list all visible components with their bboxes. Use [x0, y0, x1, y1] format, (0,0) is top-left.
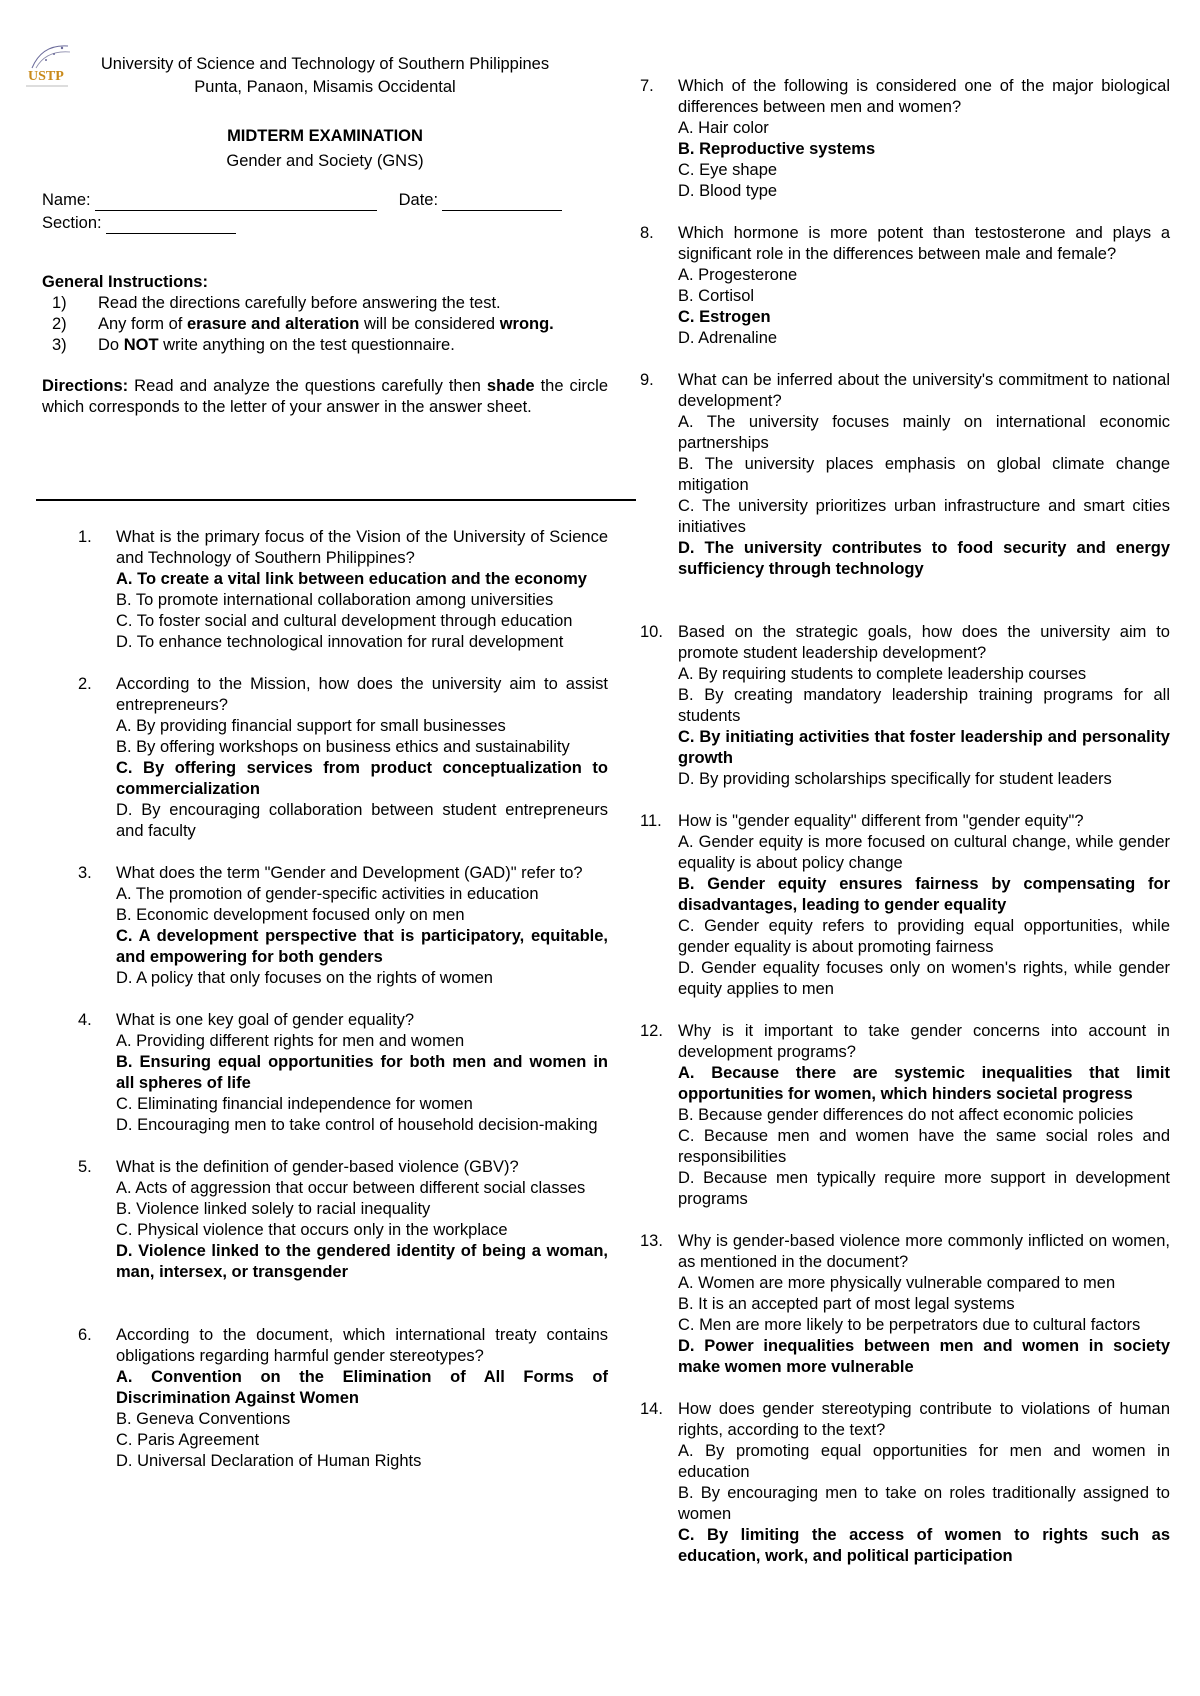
- answer-option-correct: D. The university contributes to food security and energy sufficiency through technology: [678, 539, 1170, 578]
- question-body: [678, 811, 1170, 1000]
- directions-emphasis: shade: [486, 377, 535, 395]
- answer-option-correct: C. By limiting the access of women to rights such as education, work, and political participation: [678, 1526, 1170, 1565]
- question-body: [678, 1399, 1170, 1567]
- question-number: 7.: [640, 77, 654, 95]
- question-item: [640, 1399, 1170, 1567]
- answer-option-correct: B. Reproductive systems: [678, 140, 876, 158]
- questions-right-column: [640, 76, 1170, 1588]
- answer-option: D. By encouraging collaboration between student entrepreneurs and faculty: [116, 801, 608, 840]
- answer-option: D. Universal Declaration of Human Rights: [116, 1452, 422, 1470]
- answer-option: C. Men are more likely to be perpetrators due to cultural factors: [678, 1316, 1141, 1334]
- question-item: [78, 1325, 608, 1472]
- answer-option: B. By creating mandatory leadership training programs for all students: [678, 686, 1170, 725]
- answer-option: B. Cortisol: [678, 287, 755, 305]
- section-blank[interactable]: [106, 218, 236, 234]
- question-body: [116, 1010, 608, 1136]
- question-number: 1.: [78, 528, 92, 546]
- section-row: [42, 211, 608, 234]
- question-item: [640, 1231, 1170, 1378]
- question-text: Why is gender-based violence more commonly inflicted on women, as mentioned in the document?: [678, 1232, 1170, 1271]
- answer-option: D. A policy that only focuses on the rights of women: [116, 969, 493, 987]
- directions-label: Directions:: [42, 377, 129, 395]
- question-item: [640, 76, 1170, 202]
- answer-option: D. Encouraging men to take control of household decision-making: [116, 1116, 598, 1134]
- answer-option: D. To enhance technological innovation for rural development: [116, 633, 564, 651]
- answer-option: A. By requiring students to complete leadership courses: [678, 665, 1087, 683]
- university-name: University of Science and Technology of Southern Philippines: [100, 55, 550, 73]
- answer-option: A. Progesterone: [678, 266, 798, 284]
- question-text: According to the Mission, how does the university aim to assist entrepreneurs?: [116, 675, 608, 714]
- answer-option: D. Adrenaline: [678, 329, 778, 347]
- left-column: [28, 40, 608, 418]
- question-body: [678, 223, 1170, 349]
- question-body: [678, 622, 1170, 790]
- instruction-number: 3): [52, 336, 67, 354]
- question-text: What is the primary focus of the Vision of the University of Science and Technology of Southern Philippines?: [116, 528, 608, 567]
- question-text: What is one key goal of gender equality?: [116, 1011, 415, 1029]
- question-text: Which of the following is considered one of the major biological differences between men and women?: [678, 77, 1170, 116]
- name-date-row: [42, 188, 608, 211]
- question-text: What does the term "Gender and Development (GAD)" refer to?: [116, 864, 583, 882]
- instruction-item: [42, 293, 608, 314]
- question-number: 13.: [640, 1232, 663, 1250]
- answer-option: B. Violence linked solely to racial inequality: [116, 1200, 431, 1218]
- section-divider: [36, 499, 636, 501]
- question-number: 6.: [78, 1326, 92, 1344]
- instructions-list: [42, 293, 608, 356]
- answer-option: B. It is an accepted part of most legal systems: [678, 1295, 1015, 1313]
- answer-option: D. Blood type: [678, 182, 778, 200]
- header: [28, 40, 608, 106]
- answer-option: C. The university prioritizes urban infrastructure and smart cities initiatives: [678, 497, 1170, 536]
- instruction-number: 1): [52, 294, 67, 312]
- question-number: 8.: [640, 224, 654, 242]
- question-body: [116, 1325, 608, 1472]
- answer-option: D. By providing scholarships specifically for student leaders: [678, 770, 1112, 788]
- question-text: Which hormone is more potent than testosterone and plays a significant role in the differences between male and female?: [678, 224, 1170, 263]
- question-item: [78, 863, 608, 989]
- question-number: 5.: [78, 1158, 92, 1176]
- answer-option: C. Because men and women have the same social roles and responsibilities: [678, 1127, 1170, 1166]
- answer-option: A. The university focuses mainly on international economic partnerships: [678, 413, 1170, 452]
- question-item: [640, 370, 1170, 580]
- answer-option: B. Economic development focused only on men: [116, 906, 465, 924]
- answer-option-correct: D. Power inequalities between men and women in society make women more vulnerable: [678, 1337, 1170, 1376]
- answer-option-correct: C. By offering services from product conceptualization to commercialization: [116, 759, 608, 798]
- general-instructions: [42, 272, 608, 356]
- directions: [42, 376, 608, 418]
- question-number: 4.: [78, 1011, 92, 1029]
- answer-option: A. Providing different rights for men and women: [116, 1032, 465, 1050]
- answer-option-correct: B. Gender equity ensures fairness by compensating for disadvantages, leading to gender equality: [678, 875, 1170, 914]
- question-number: 2.: [78, 675, 92, 693]
- question-body: [678, 1231, 1170, 1378]
- date-blank[interactable]: [442, 195, 562, 211]
- question-number: 11.: [640, 812, 662, 830]
- answer-option-correct: A. To create a vital link between education and the economy: [116, 570, 587, 588]
- question-text: According to the document, which international treaty contains obligations regarding harmful gender stereotypes?: [116, 1326, 608, 1365]
- question-text: How does gender stereotyping contribute to violations of human rights, according to the text?: [678, 1400, 1170, 1439]
- question-item: [78, 527, 608, 653]
- question-number: 14.: [640, 1400, 663, 1418]
- spacer: [640, 601, 1170, 622]
- answer-option: A. By providing financial support for small businesses: [116, 717, 506, 735]
- answer-option: A. Acts of aggression that occur between different social classes: [116, 1179, 586, 1197]
- exam-title: MIDTERM EXAMINATION: [227, 127, 423, 145]
- question-body: [678, 76, 1170, 202]
- question-item: [640, 1021, 1170, 1210]
- question-body: [116, 674, 608, 842]
- answer-option: C. Physical violence that occurs only in the workplace: [116, 1221, 508, 1239]
- instruction-text: [98, 335, 608, 356]
- questions-left-column: [78, 527, 608, 1493]
- instruction-text-part: will be considered: [359, 315, 500, 333]
- question-item: [640, 811, 1170, 1000]
- instruction-item: [42, 335, 608, 356]
- instruction-emphasis: erasure and alteration: [186, 315, 360, 333]
- question-number: 12.: [640, 1022, 663, 1040]
- answer-option-correct: C. By initiating activities that foster leadership and personality growth: [678, 728, 1170, 767]
- instruction-emphasis: wrong.: [499, 315, 554, 333]
- answer-option: A. Hair color: [678, 119, 769, 137]
- instruction-text: [98, 314, 608, 335]
- university-address: Punta, Panaon, Misamis Occidental: [194, 78, 456, 96]
- answer-option: D. Because men typically require more support in development programs: [678, 1169, 1170, 1208]
- answer-option: A. The promotion of gender-specific activities in education: [116, 885, 539, 903]
- directions-text: the circle which corresponds to the letter of your answer in the answer sheet.: [42, 377, 608, 416]
- answer-option-correct: C. Estrogen: [678, 308, 771, 326]
- question-number: 3.: [78, 864, 92, 882]
- question-item: [640, 223, 1170, 349]
- logo-text: USTP: [28, 69, 64, 84]
- answer-option-correct: C. A development perspective that is participatory, equitable, and empowering for both genders: [116, 927, 608, 966]
- question-item: [78, 674, 608, 842]
- instruction-emphasis: NOT: [123, 336, 159, 354]
- instructions-title: General Instructions:: [42, 273, 208, 291]
- answer-option: B. To promote international collaboration among universities: [116, 591, 554, 609]
- question-text: What is the definition of gender-based violence (GBV)?: [116, 1158, 519, 1176]
- answer-option: B. By encouraging men to take on roles traditionally assigned to women: [678, 1484, 1170, 1523]
- answer-option-correct: A. Because there are systemic inequalities that limit opportunities for women, which hinders societal progress: [678, 1064, 1170, 1103]
- instruction-number: 2): [52, 315, 67, 333]
- answer-option: D. Gender equality focuses only on women's rights, while gender equity applies to men: [678, 959, 1170, 998]
- answer-option: A. Women are more physically vulnerable compared to men: [678, 1274, 1116, 1292]
- answer-option: C. Eliminating financial independence for women: [116, 1095, 473, 1113]
- question-number: 10.: [640, 623, 663, 641]
- section-label: Section:: [42, 214, 102, 232]
- answer-option-correct: A. Convention on the Elimination of All Forms of Discrimination Against Women: [116, 1368, 608, 1407]
- question-body: [678, 370, 1170, 580]
- question-body: [116, 527, 608, 653]
- answer-option: C. To foster social and cultural development through education: [116, 612, 573, 630]
- instruction-text: Read the directions carefully before answering the test.: [98, 294, 501, 312]
- instruction-item: [42, 314, 608, 335]
- question-number: 9.: [640, 371, 654, 389]
- question-text: Why is it important to take gender concerns into account in development programs?: [678, 1022, 1170, 1061]
- instruction-text-part: Any form of: [98, 315, 187, 333]
- date-label: Date:: [398, 191, 439, 209]
- answer-option: A. Gender equity is more focused on cultural change, while gender equality is about policy change: [678, 833, 1170, 872]
- question-body: [116, 863, 608, 989]
- question-body: [678, 1021, 1170, 1210]
- question-text: What can be inferred about the university's commitment to national development?: [678, 371, 1170, 410]
- name-blank[interactable]: [95, 195, 377, 211]
- answer-option: B. The university places emphasis on global climate change mitigation: [678, 455, 1170, 494]
- question-body: [116, 1157, 608, 1283]
- exam-subject: Gender and Society (GNS): [226, 152, 424, 170]
- question-text: Based on the strategic goals, how does the university aim to promote student leadership development?: [678, 623, 1170, 662]
- answer-option: C. Gender equity refers to providing equal opportunities, while gender equality is about promoting fairness: [678, 917, 1170, 956]
- question-item: [78, 1157, 608, 1283]
- question-item: [78, 1010, 608, 1136]
- question-item: [640, 622, 1170, 790]
- spacer: [78, 1304, 608, 1325]
- question-text: How is "gender equality" different from "gender equity"?: [678, 812, 1084, 830]
- answer-option: B. By offering workshops on business ethics and sustainability: [116, 738, 570, 756]
- answer-option: C. Paris Agreement: [116, 1431, 260, 1449]
- answer-option: A. By promoting equal opportunities for men and women in education: [678, 1442, 1170, 1481]
- answer-option-correct: D. Violence linked to the gendered identity of being a woman, man, intersex, or transgender: [116, 1242, 608, 1281]
- answer-option-correct: B. Ensuring equal opportunities for both men and women in all spheres of life: [116, 1053, 608, 1092]
- answer-option: B. Geneva Conventions: [116, 1410, 291, 1428]
- instruction-text-part: write anything on the test questionnaire.: [158, 336, 455, 354]
- instruction-text-part: Do: [98, 336, 124, 354]
- name-label: Name:: [42, 191, 91, 209]
- directions-text: Read and analyze the questions carefully then: [128, 377, 487, 395]
- answer-option: B. Because gender differences do not affect economic policies: [678, 1106, 1134, 1124]
- answer-option: C. Eye shape: [678, 161, 778, 179]
